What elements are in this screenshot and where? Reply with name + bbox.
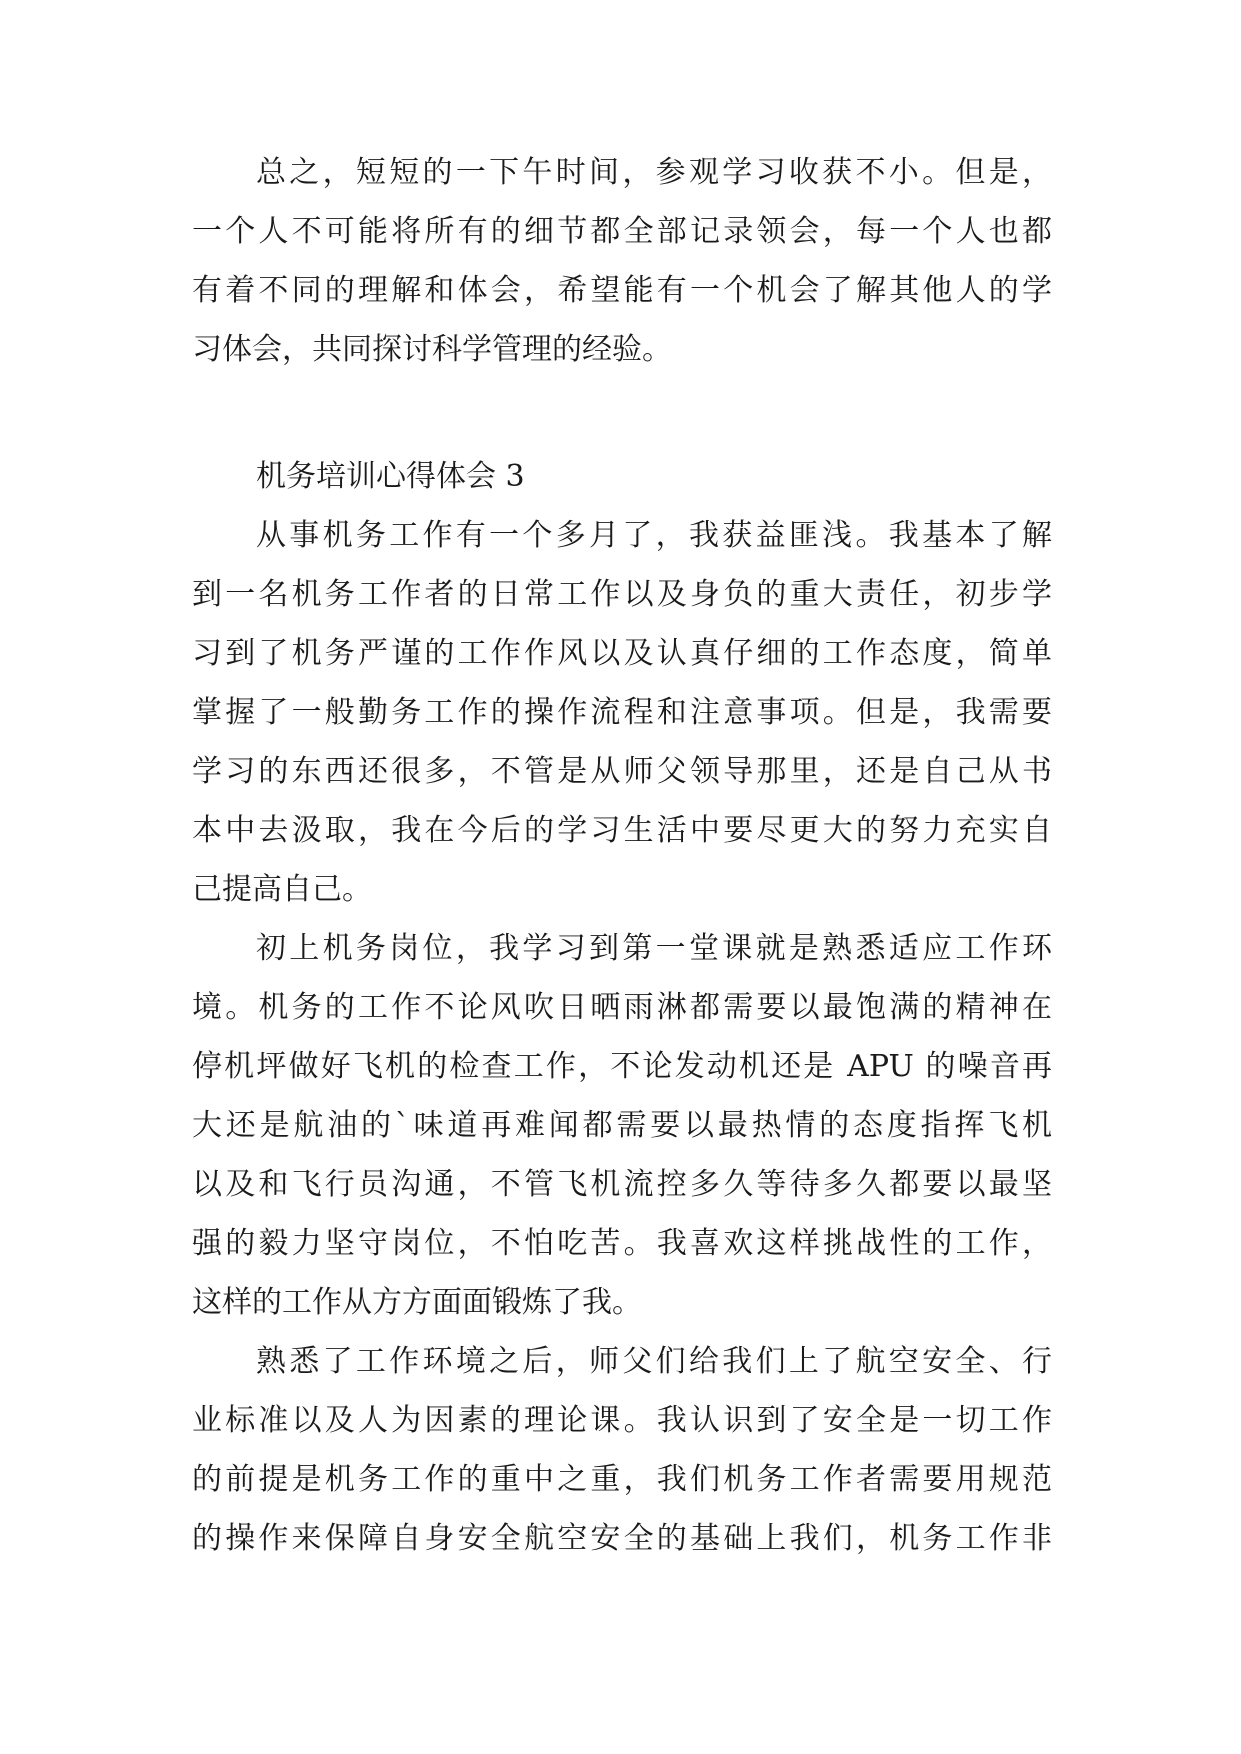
paragraph-1-line-2: 一个人不可能将所有的细节都全部记录领会，每一个人也都 [192, 214, 1052, 249]
paragraph-3-line-4: 大还是航油的`味道再难闻都需要以最热情的态度指挥飞机 [192, 1108, 1052, 1143]
paragraph-3-line-3: 停机坪做好飞机的检查工作，不论发动机还是 APU 的噪音再 [192, 1049, 1052, 1084]
section-heading: 机务培训心得体会 3 [256, 459, 525, 494]
paragraph-2-line-2: 到一名机务工作者的日常工作以及身负的重大责任，初步学 [192, 577, 1052, 612]
paragraph-2-line-3: 习到了机务严谨的工作作风以及认真仔细的工作态度，简单 [192, 636, 1052, 671]
paragraph-3-line-1: 初上机务岗位，我学习到第一堂课就是熟悉适应工作环 [256, 931, 1052, 966]
paragraph-4-line-2: 业标准以及人为因素的理论课。我认识到了安全是一切工作 [192, 1403, 1052, 1438]
paragraph-2-line-4: 掌握了一般勤务工作的操作流程和注意事项。但是，我需要 [192, 695, 1052, 730]
paragraph-1-line-1: 总之，短短的一下午时间，参观学习收获不小。但是， [256, 155, 1052, 190]
paragraph-3-line-7: 这样的工作从方方面面锻炼了我。 [192, 1285, 642, 1320]
paragraph-3-line-5: 以及和飞行员沟通，不管飞机流控多久等待多久都要以最坚 [192, 1167, 1052, 1202]
paragraph-4-line-4: 的操作来保障自身安全航空安全的基础上我们，机务工作非 [192, 1521, 1052, 1556]
paragraph-1-line-3: 有着不同的理解和体会，希望能有一个机会了解其他人的学 [192, 273, 1052, 308]
paragraph-4-line-1: 熟悉了工作环境之后，师父们给我们上了航空安全、行 [256, 1344, 1052, 1379]
paragraph-2-line-7: 己提高自己。 [192, 872, 372, 907]
paragraph-2-line-6: 本中去汲取，我在今后的学习生活中要尽更大的努力充实自 [192, 813, 1052, 848]
paragraph-2-line-1: 从事机务工作有一个多月了，我获益匪浅。我基本了解 [256, 518, 1052, 553]
paragraph-4-line-3: 的前提是机务工作的重中之重，我们机务工作者需要用规范 [192, 1462, 1052, 1497]
paragraph-3-line-6: 强的毅力坚守岗位，不怕吃苦。我喜欢这样挑战性的工作， [192, 1226, 1052, 1261]
paragraph-3-line-2: 境。机务的工作不论风吹日晒雨淋都需要以最饱满的精神在 [192, 990, 1052, 1025]
paragraph-1-line-4: 习体会，共同探讨科学管理的经验。 [192, 332, 672, 367]
paragraph-2-line-5: 学习的东西还很多，不管是从师父领导那里，还是自己从书 [192, 754, 1052, 789]
